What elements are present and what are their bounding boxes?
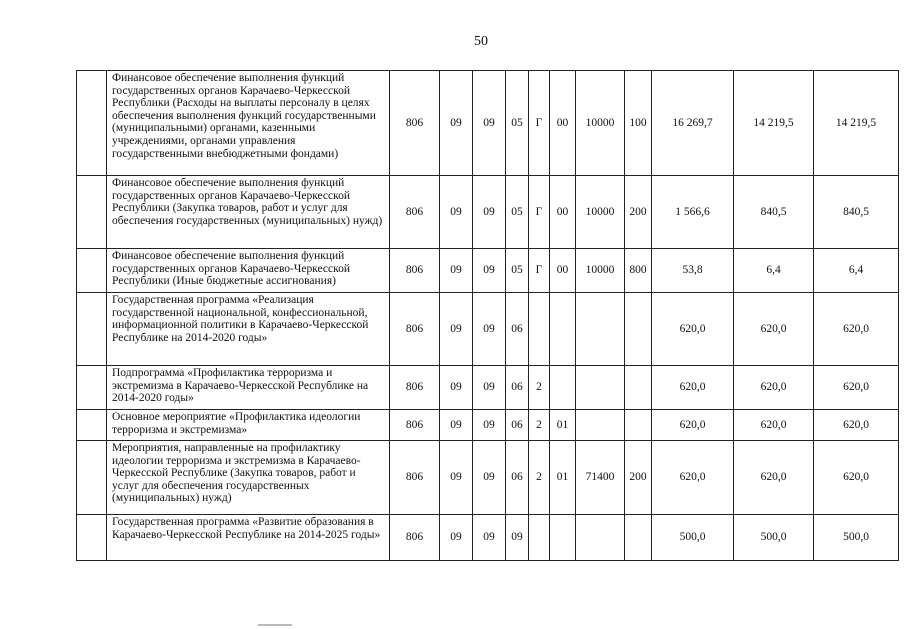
sum-year-1: 620,0 <box>652 441 734 515</box>
row-number-cell <box>77 366 107 410</box>
sum-year-2: 840,5 <box>734 176 814 249</box>
expense-type-code: 200 <box>625 176 652 249</box>
subprogram-code: Г <box>529 71 550 176</box>
subsection-code: 09 <box>473 441 506 515</box>
direction-code: 10000 <box>576 176 625 249</box>
subsection-code: 09 <box>473 249 506 293</box>
sum-year-1: 16 269,7 <box>652 71 734 176</box>
table-row <box>77 249 899 293</box>
sum-year-2: 620,0 <box>734 410 814 441</box>
event-code <box>550 366 576 410</box>
table-row <box>77 515 899 561</box>
subprogram-code <box>529 293 550 366</box>
expense-type-code <box>625 293 652 366</box>
sum-year-2: 500,0 <box>734 515 814 561</box>
program-code: 09 <box>506 515 529 561</box>
ministry-code: 806 <box>390 249 440 293</box>
row-name: Мероприятия, направленные на профилактику идеологии терроризма и экстремизма в Карачаево-Черкесской Республике (Закупка товаров, работ и услуг для обеспечения государственных (муниципальных) нужд) <box>107 441 390 515</box>
table-row <box>77 441 899 515</box>
row-number-cell <box>77 441 107 515</box>
table-body <box>77 71 899 561</box>
sum-year-3: 620,0 <box>814 441 899 515</box>
ministry-code: 806 <box>390 410 440 441</box>
subprogram-code <box>529 515 550 561</box>
row-name: Финансовое обеспечение выполнения функций государственных органов Карачаево-Черкесской Республики (Закупка товаров, работ и услуг для обеспечения государственных (муниципальных) нужд) <box>107 176 390 249</box>
row-number-cell <box>77 71 107 176</box>
sum-year-2: 620,0 <box>734 366 814 410</box>
direction-code <box>576 410 625 441</box>
subsection-code: 09 <box>473 176 506 249</box>
sum-year-2: 620,0 <box>734 293 814 366</box>
section-code: 09 <box>440 515 473 561</box>
sum-year-3: 620,0 <box>814 366 899 410</box>
section-code: 09 <box>440 410 473 441</box>
event-code: 00 <box>550 249 576 293</box>
direction-code: 10000 <box>576 71 625 176</box>
sum-year-1: 620,0 <box>652 410 734 441</box>
event-code: 01 <box>550 410 576 441</box>
page-number: 50 <box>474 34 488 49</box>
sum-year-3: 620,0 <box>814 293 899 366</box>
row-name: Финансовое обеспечение выполнения функций государственных органов Карачаево-Черкесской Республики (Иные бюджетные ассигнования) <box>107 249 390 293</box>
section-code: 09 <box>440 249 473 293</box>
table-row <box>77 293 899 366</box>
event-code <box>550 515 576 561</box>
sum-year-1: 53,8 <box>652 249 734 293</box>
expense-type-code <box>625 366 652 410</box>
section-code: 09 <box>440 71 473 176</box>
subprogram-code: Г <box>529 176 550 249</box>
subsection-code: 09 <box>473 515 506 561</box>
event-code: 00 <box>550 71 576 176</box>
sum-year-3: 6,4 <box>814 249 899 293</box>
sum-year-1: 620,0 <box>652 366 734 410</box>
section-code: 09 <box>440 176 473 249</box>
expense-type-code: 800 <box>625 249 652 293</box>
ministry-code: 806 <box>390 293 440 366</box>
subsection-code: 09 <box>473 366 506 410</box>
sum-year-3: 14 219,5 <box>814 71 899 176</box>
row-number-cell <box>77 249 107 293</box>
direction-code: 71400 <box>576 441 625 515</box>
direction-code <box>576 366 625 410</box>
sum-year-2: 6,4 <box>734 249 814 293</box>
ministry-code: 806 <box>390 366 440 410</box>
table-row <box>77 366 899 410</box>
sum-year-1: 620,0 <box>652 293 734 366</box>
direction-code <box>576 515 625 561</box>
section-code: 09 <box>440 441 473 515</box>
program-code: 06 <box>506 366 529 410</box>
sum-year-2: 14 219,5 <box>734 71 814 176</box>
subsection-code: 09 <box>473 71 506 176</box>
sum-year-3: 620,0 <box>814 410 899 441</box>
subprogram-code: 2 <box>529 410 550 441</box>
row-name: Подпрограмма «Профилактика терроризма и экстремизма в Карачаево-Черкесской Республике на 2014-2020 годы» <box>107 366 390 410</box>
row-name: Государственная программа «Реализация государственной национальной, конфессиональной, информационной политики в Карачаево-Черкесской Республике на 2014-2020 годы» <box>107 293 390 366</box>
event-code: 00 <box>550 176 576 249</box>
section-code: 09 <box>440 293 473 366</box>
subsection-code: 09 <box>473 293 506 366</box>
expense-type-code: 200 <box>625 441 652 515</box>
sum-year-2: 620,0 <box>734 441 814 515</box>
row-name: Государственная программа «Развитие образования в Карачаево-Черкесской Республике на 2014-2025 годы» <box>107 515 390 561</box>
table-row <box>77 410 899 441</box>
subprogram-code: 2 <box>529 366 550 410</box>
ministry-code: 806 <box>390 71 440 176</box>
row-name: Основное мероприятие «Профилактика идеологии терроризма и экстремизма» <box>107 410 390 441</box>
subprogram-code: 2 <box>529 441 550 515</box>
scan-artifact <box>258 624 292 626</box>
event-code <box>550 293 576 366</box>
subsection-code: 09 <box>473 410 506 441</box>
expense-type-code <box>625 410 652 441</box>
table-row <box>77 71 899 176</box>
table-row <box>77 176 899 249</box>
row-number-cell <box>77 410 107 441</box>
row-number-cell <box>77 176 107 249</box>
program-code: 06 <box>506 293 529 366</box>
row-number-cell <box>77 515 107 561</box>
direction-code: 10000 <box>576 249 625 293</box>
program-code: 05 <box>506 249 529 293</box>
program-code: 06 <box>506 410 529 441</box>
direction-code <box>576 293 625 366</box>
expense-type-code <box>625 515 652 561</box>
sum-year-1: 1 566,6 <box>652 176 734 249</box>
budget-table <box>76 70 899 561</box>
ministry-code: 806 <box>390 441 440 515</box>
ministry-code: 806 <box>390 176 440 249</box>
program-code: 05 <box>506 71 529 176</box>
expense-type-code: 100 <box>625 71 652 176</box>
row-name: Финансовое обеспечение выполнения функций государственных органов Карачаево-Черкесской Республики (Расходы на выплаты персоналу в целях обеспечения выполнения функций государственными (муниципальными) органами, казенными учреждениями, органами управления государственными внебюджетными фондами) <box>107 71 390 176</box>
row-number-cell <box>77 293 107 366</box>
sum-year-3: 500,0 <box>814 515 899 561</box>
ministry-code: 806 <box>390 515 440 561</box>
program-code: 05 <box>506 176 529 249</box>
sum-year-1: 500,0 <box>652 515 734 561</box>
event-code: 01 <box>550 441 576 515</box>
section-code: 09 <box>440 366 473 410</box>
program-code: 06 <box>506 441 529 515</box>
sum-year-3: 840,5 <box>814 176 899 249</box>
subprogram-code: Г <box>529 249 550 293</box>
